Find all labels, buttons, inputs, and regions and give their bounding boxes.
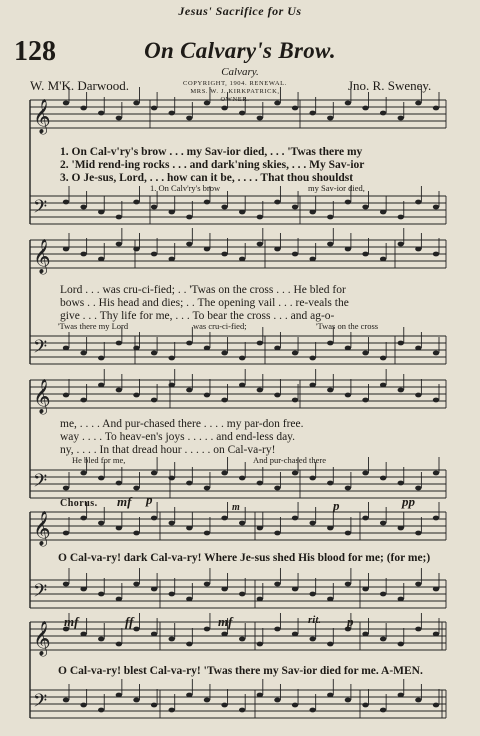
notehead xyxy=(221,632,227,637)
notehead xyxy=(169,637,175,642)
notehead xyxy=(239,637,245,642)
notehead xyxy=(151,516,157,521)
notehead xyxy=(116,526,122,531)
staff xyxy=(30,186,446,224)
bass-clef-icon: 𝄢 xyxy=(33,581,48,606)
notehead xyxy=(169,111,175,116)
notehead xyxy=(292,587,298,592)
notehead xyxy=(380,637,386,642)
notehead xyxy=(274,486,280,491)
notehead xyxy=(80,398,86,403)
notehead xyxy=(98,708,104,713)
notehead xyxy=(398,116,404,121)
notehead xyxy=(415,582,421,587)
section-title: Jesus' Sacrifice for Us xyxy=(178,4,302,18)
notehead xyxy=(327,242,333,247)
notehead xyxy=(80,351,86,356)
notehead xyxy=(398,693,404,698)
notehead xyxy=(415,393,421,398)
notehead xyxy=(433,587,439,592)
system3-cue-2: And pur-chased there xyxy=(253,455,326,465)
notehead xyxy=(362,205,368,210)
staff xyxy=(30,369,446,415)
notehead xyxy=(398,242,404,247)
system2-cue-2: was cru-ci-fied; xyxy=(193,321,247,331)
final-dynamic-mf: mf xyxy=(64,614,79,629)
notehead xyxy=(151,205,157,210)
notehead xyxy=(63,531,69,536)
notehead xyxy=(80,252,86,257)
bass-clef-icon: 𝄢 xyxy=(33,471,48,496)
hymn-title: On Calvary's Brow. xyxy=(144,38,336,63)
notehead xyxy=(98,476,104,481)
notehead xyxy=(345,200,351,205)
system2-verse2: bows . . His head and dies; . . The opening vail . . . re-veals the xyxy=(60,297,349,309)
notehead xyxy=(151,632,157,637)
notehead xyxy=(292,351,298,356)
notehead xyxy=(151,398,157,403)
bass-clef-icon: 𝄢 xyxy=(33,691,48,716)
notehead xyxy=(274,393,280,398)
notehead xyxy=(415,200,421,205)
notehead xyxy=(327,693,333,698)
notehead xyxy=(415,247,421,252)
notehead xyxy=(186,597,192,602)
notehead xyxy=(133,582,139,587)
notehead xyxy=(204,627,210,632)
notehead xyxy=(433,351,439,356)
notehead xyxy=(274,531,280,536)
notehead xyxy=(98,356,104,361)
notehead xyxy=(116,388,122,393)
final-lyric: O Cal-va-ry! blest Cal-va-ry! 'Twas there my Sav-ior died for me. A-MEN. xyxy=(58,665,423,677)
notehead xyxy=(362,351,368,356)
notehead xyxy=(292,632,298,637)
notehead xyxy=(151,351,157,356)
notehead xyxy=(398,597,404,602)
notehead xyxy=(221,471,227,476)
notehead xyxy=(221,703,227,708)
notehead xyxy=(380,210,386,215)
notehead xyxy=(204,101,210,106)
treble-clef-icon: 𝄞 xyxy=(33,239,51,274)
notehead xyxy=(309,257,315,262)
staff xyxy=(30,87,446,135)
notehead xyxy=(204,582,210,587)
notehead xyxy=(63,247,69,252)
treble-clef-icon: 𝄞 xyxy=(33,621,51,656)
system3-verse2: way . . . . To heav-en's joys . . . . . and end-less day. xyxy=(60,431,296,443)
author-credit: W. M'K. Darwood. xyxy=(30,78,129,93)
notehead xyxy=(98,383,104,388)
notehead xyxy=(63,393,69,398)
notehead xyxy=(239,383,245,388)
notehead xyxy=(309,356,315,361)
system1-cue-1: 1. On Calv'ry's brow xyxy=(150,183,221,193)
notehead xyxy=(151,106,157,111)
notehead xyxy=(292,703,298,708)
chorus-label: Chorus. xyxy=(60,498,98,509)
notehead xyxy=(186,642,192,647)
hymn-number: 128 xyxy=(14,36,56,67)
notehead xyxy=(309,592,315,597)
notehead xyxy=(204,346,210,351)
treble-clef-icon: 𝄞 xyxy=(33,379,51,414)
notehead xyxy=(239,356,245,361)
notehead xyxy=(63,200,69,205)
notehead xyxy=(398,526,404,531)
notehead xyxy=(345,393,351,398)
notehead xyxy=(362,516,368,521)
notehead xyxy=(186,481,192,486)
system2-verse3: give . . . Thy life for me, . . . To bear the cross . . . and ag-o- xyxy=(60,310,335,322)
dynamic-m: m xyxy=(232,502,240,513)
notehead xyxy=(327,388,333,393)
notehead xyxy=(204,200,210,205)
system1-cue-2: my Sav-ior died, xyxy=(308,183,365,193)
notehead xyxy=(327,116,333,121)
final-dynamic-p: p xyxy=(347,614,354,629)
notehead xyxy=(327,597,333,602)
notehead xyxy=(257,693,263,698)
staff xyxy=(30,568,446,608)
system3-verse3: ny, . . . . In that dread hour . . . . . on Cal-va-ry! xyxy=(60,444,276,456)
notehead xyxy=(257,215,263,220)
notehead xyxy=(309,210,315,215)
notehead xyxy=(63,698,69,703)
system1-verse2: 2. 'Mid rend-ing rocks . . . and dark'ning skies, . . . My Sav-ior xyxy=(60,159,365,171)
notehead xyxy=(239,111,245,116)
notehead xyxy=(133,101,139,106)
notehead xyxy=(239,257,245,262)
notehead xyxy=(221,252,227,257)
notehead xyxy=(169,383,175,388)
notehead xyxy=(309,111,315,116)
notehead xyxy=(98,111,104,116)
notehead xyxy=(327,481,333,486)
notehead xyxy=(63,486,69,491)
notehead xyxy=(151,252,157,257)
notehead xyxy=(292,398,298,403)
notehead xyxy=(274,627,280,632)
notehead xyxy=(380,592,386,597)
notehead xyxy=(362,632,368,637)
notehead xyxy=(116,341,122,346)
notehead xyxy=(292,252,298,257)
notehead xyxy=(398,481,404,486)
dynamic-mf: mf xyxy=(117,494,132,509)
notehead xyxy=(169,592,175,597)
notehead xyxy=(239,592,245,597)
notehead xyxy=(433,252,439,257)
notehead xyxy=(309,383,315,388)
system2-cue-3: 'Twas on the cross xyxy=(316,321,379,331)
bass-clef-icon: 𝄢 xyxy=(33,337,48,362)
notehead xyxy=(204,393,210,398)
notehead xyxy=(274,698,280,703)
notehead xyxy=(309,521,315,526)
notehead xyxy=(415,698,421,703)
notehead xyxy=(345,346,351,351)
notehead xyxy=(80,205,86,210)
notehead xyxy=(80,587,86,592)
notehead xyxy=(116,215,122,220)
notehead xyxy=(186,388,192,393)
notehead xyxy=(98,210,104,215)
notehead xyxy=(327,526,333,531)
notehead xyxy=(362,252,368,257)
notehead xyxy=(345,698,351,703)
notehead xyxy=(221,351,227,356)
notehead xyxy=(327,341,333,346)
notehead xyxy=(80,703,86,708)
dynamic-p-2: p xyxy=(333,498,340,513)
notehead xyxy=(415,531,421,536)
notehead xyxy=(380,257,386,262)
system3-cue-1: He bled for me, xyxy=(72,455,126,465)
notehead xyxy=(133,346,139,351)
notehead xyxy=(98,521,104,526)
notehead xyxy=(186,242,192,247)
notehead xyxy=(380,111,386,116)
notehead xyxy=(274,247,280,252)
notehead xyxy=(398,341,404,346)
notehead xyxy=(151,703,157,708)
notehead xyxy=(415,486,421,491)
notehead xyxy=(327,642,333,647)
notehead xyxy=(362,703,368,708)
dynamic-p: p xyxy=(146,492,153,507)
notehead xyxy=(221,106,227,111)
notehead xyxy=(292,106,298,111)
notehead xyxy=(98,592,104,597)
notehead xyxy=(415,101,421,106)
notehead xyxy=(80,106,86,111)
tune-name: Calvary. xyxy=(221,66,259,78)
notehead xyxy=(415,627,421,632)
notehead xyxy=(133,200,139,205)
notehead xyxy=(133,247,139,252)
system3-verse1: me, . . . . And pur-chased there . . . . my par-don free. xyxy=(60,418,304,430)
notehead xyxy=(257,116,263,121)
notehead xyxy=(239,521,245,526)
notehead xyxy=(204,247,210,252)
notehead xyxy=(151,587,157,592)
notehead xyxy=(362,398,368,403)
bass-clef-icon: 𝄢 xyxy=(33,197,48,222)
notehead xyxy=(345,531,351,536)
staff xyxy=(30,228,446,275)
notehead xyxy=(204,698,210,703)
notehead xyxy=(362,106,368,111)
notehead xyxy=(151,471,157,476)
notehead xyxy=(257,341,263,346)
notehead xyxy=(169,708,175,713)
notehead xyxy=(380,356,386,361)
notehead xyxy=(116,481,122,486)
final-dynamic-ff: ff xyxy=(125,614,134,629)
notehead xyxy=(204,486,210,491)
notehead xyxy=(380,708,386,713)
notehead xyxy=(292,205,298,210)
notehead xyxy=(309,708,315,713)
notehead xyxy=(274,346,280,351)
notehead xyxy=(398,215,404,220)
notehead xyxy=(186,693,192,698)
notehead xyxy=(345,582,351,587)
notehead xyxy=(433,632,439,637)
notehead xyxy=(133,531,139,536)
notehead xyxy=(204,531,210,536)
notehead xyxy=(274,200,280,205)
notehead xyxy=(239,708,245,713)
notehead xyxy=(345,247,351,252)
notehead xyxy=(257,642,263,647)
staff xyxy=(30,613,446,657)
staff xyxy=(30,679,446,718)
notehead xyxy=(239,476,245,481)
notehead xyxy=(169,356,175,361)
notehead xyxy=(169,210,175,215)
notehead xyxy=(380,521,386,526)
notehead xyxy=(433,106,439,111)
notehead xyxy=(239,210,245,215)
system1-verse1: 1. On Cal-v'ry's brow . . . my Sav-ior died, . . . 'Twas there my xyxy=(60,146,363,158)
notehead xyxy=(257,526,263,531)
final-dynamic-mf-2: mf xyxy=(218,614,233,629)
notehead xyxy=(63,346,69,351)
notehead xyxy=(433,516,439,521)
notehead xyxy=(433,398,439,403)
notehead xyxy=(116,642,122,647)
notehead xyxy=(380,476,386,481)
notehead xyxy=(133,486,139,491)
system1-verse3: 3. O Je-sus, Lord, . . . how can it be, . . . . That thou shouldst xyxy=(60,172,354,184)
system2-verse1: Lord . . . was cru-ci-fied; . . 'Twas on the cross . . . He bled for xyxy=(60,284,346,296)
treble-clef-icon: 𝄞 xyxy=(33,511,51,546)
notehead xyxy=(257,597,263,602)
notehead xyxy=(345,101,351,106)
notehead xyxy=(380,383,386,388)
notehead xyxy=(133,627,139,632)
notehead xyxy=(186,116,192,121)
notehead xyxy=(257,388,263,393)
notehead xyxy=(98,637,104,642)
notehead xyxy=(221,398,227,403)
notehead xyxy=(292,471,298,476)
notehead xyxy=(80,516,86,521)
notehead xyxy=(257,242,263,247)
notehead xyxy=(63,582,69,587)
system2-cue-1: 'Twas there my Lord xyxy=(58,321,129,331)
notehead xyxy=(221,516,227,521)
notehead xyxy=(257,481,263,486)
notehead xyxy=(362,471,368,476)
notehead xyxy=(186,526,192,531)
notehead xyxy=(274,582,280,587)
notehead xyxy=(345,486,351,491)
notehead xyxy=(186,215,192,220)
notehead xyxy=(186,341,192,346)
notehead xyxy=(80,471,86,476)
notehead xyxy=(415,346,421,351)
dynamic-pp: pp xyxy=(402,494,415,509)
copyright-line-1: COPYRIGHT, 1904. RENEWAL. xyxy=(183,80,287,87)
notehead xyxy=(433,471,439,476)
notehead xyxy=(292,516,298,521)
notehead xyxy=(80,632,86,637)
notehead xyxy=(309,637,315,642)
notehead xyxy=(116,693,122,698)
copyright-line-2: MRS. W. J. KIRKPATRICK, OWNER. xyxy=(190,88,280,103)
notehead xyxy=(169,476,175,481)
treble-clef-icon: 𝄞 xyxy=(33,99,51,134)
composer-credit: Jno. R. Sweney. xyxy=(348,78,432,93)
notehead xyxy=(133,698,139,703)
notehead xyxy=(169,521,175,526)
notehead xyxy=(398,642,404,647)
staff xyxy=(30,327,446,364)
notehead xyxy=(398,388,404,393)
notehead xyxy=(116,597,122,602)
notehead xyxy=(433,703,439,708)
final-ritardando: rit. xyxy=(308,614,322,626)
notehead xyxy=(221,205,227,210)
notehead xyxy=(98,257,104,262)
notehead xyxy=(116,116,122,121)
notehead xyxy=(327,215,333,220)
notehead xyxy=(169,257,175,262)
chorus-lyric: O Cal-va-ry! dark Cal-va-ry! Where Je-sus shed His blood for me; (for me;) xyxy=(58,552,431,564)
notehead xyxy=(362,587,368,592)
notehead xyxy=(133,393,139,398)
notehead xyxy=(274,101,280,106)
notehead xyxy=(116,242,122,247)
notehead xyxy=(309,476,315,481)
notehead xyxy=(63,101,69,106)
notehead xyxy=(433,205,439,210)
notehead xyxy=(221,587,227,592)
